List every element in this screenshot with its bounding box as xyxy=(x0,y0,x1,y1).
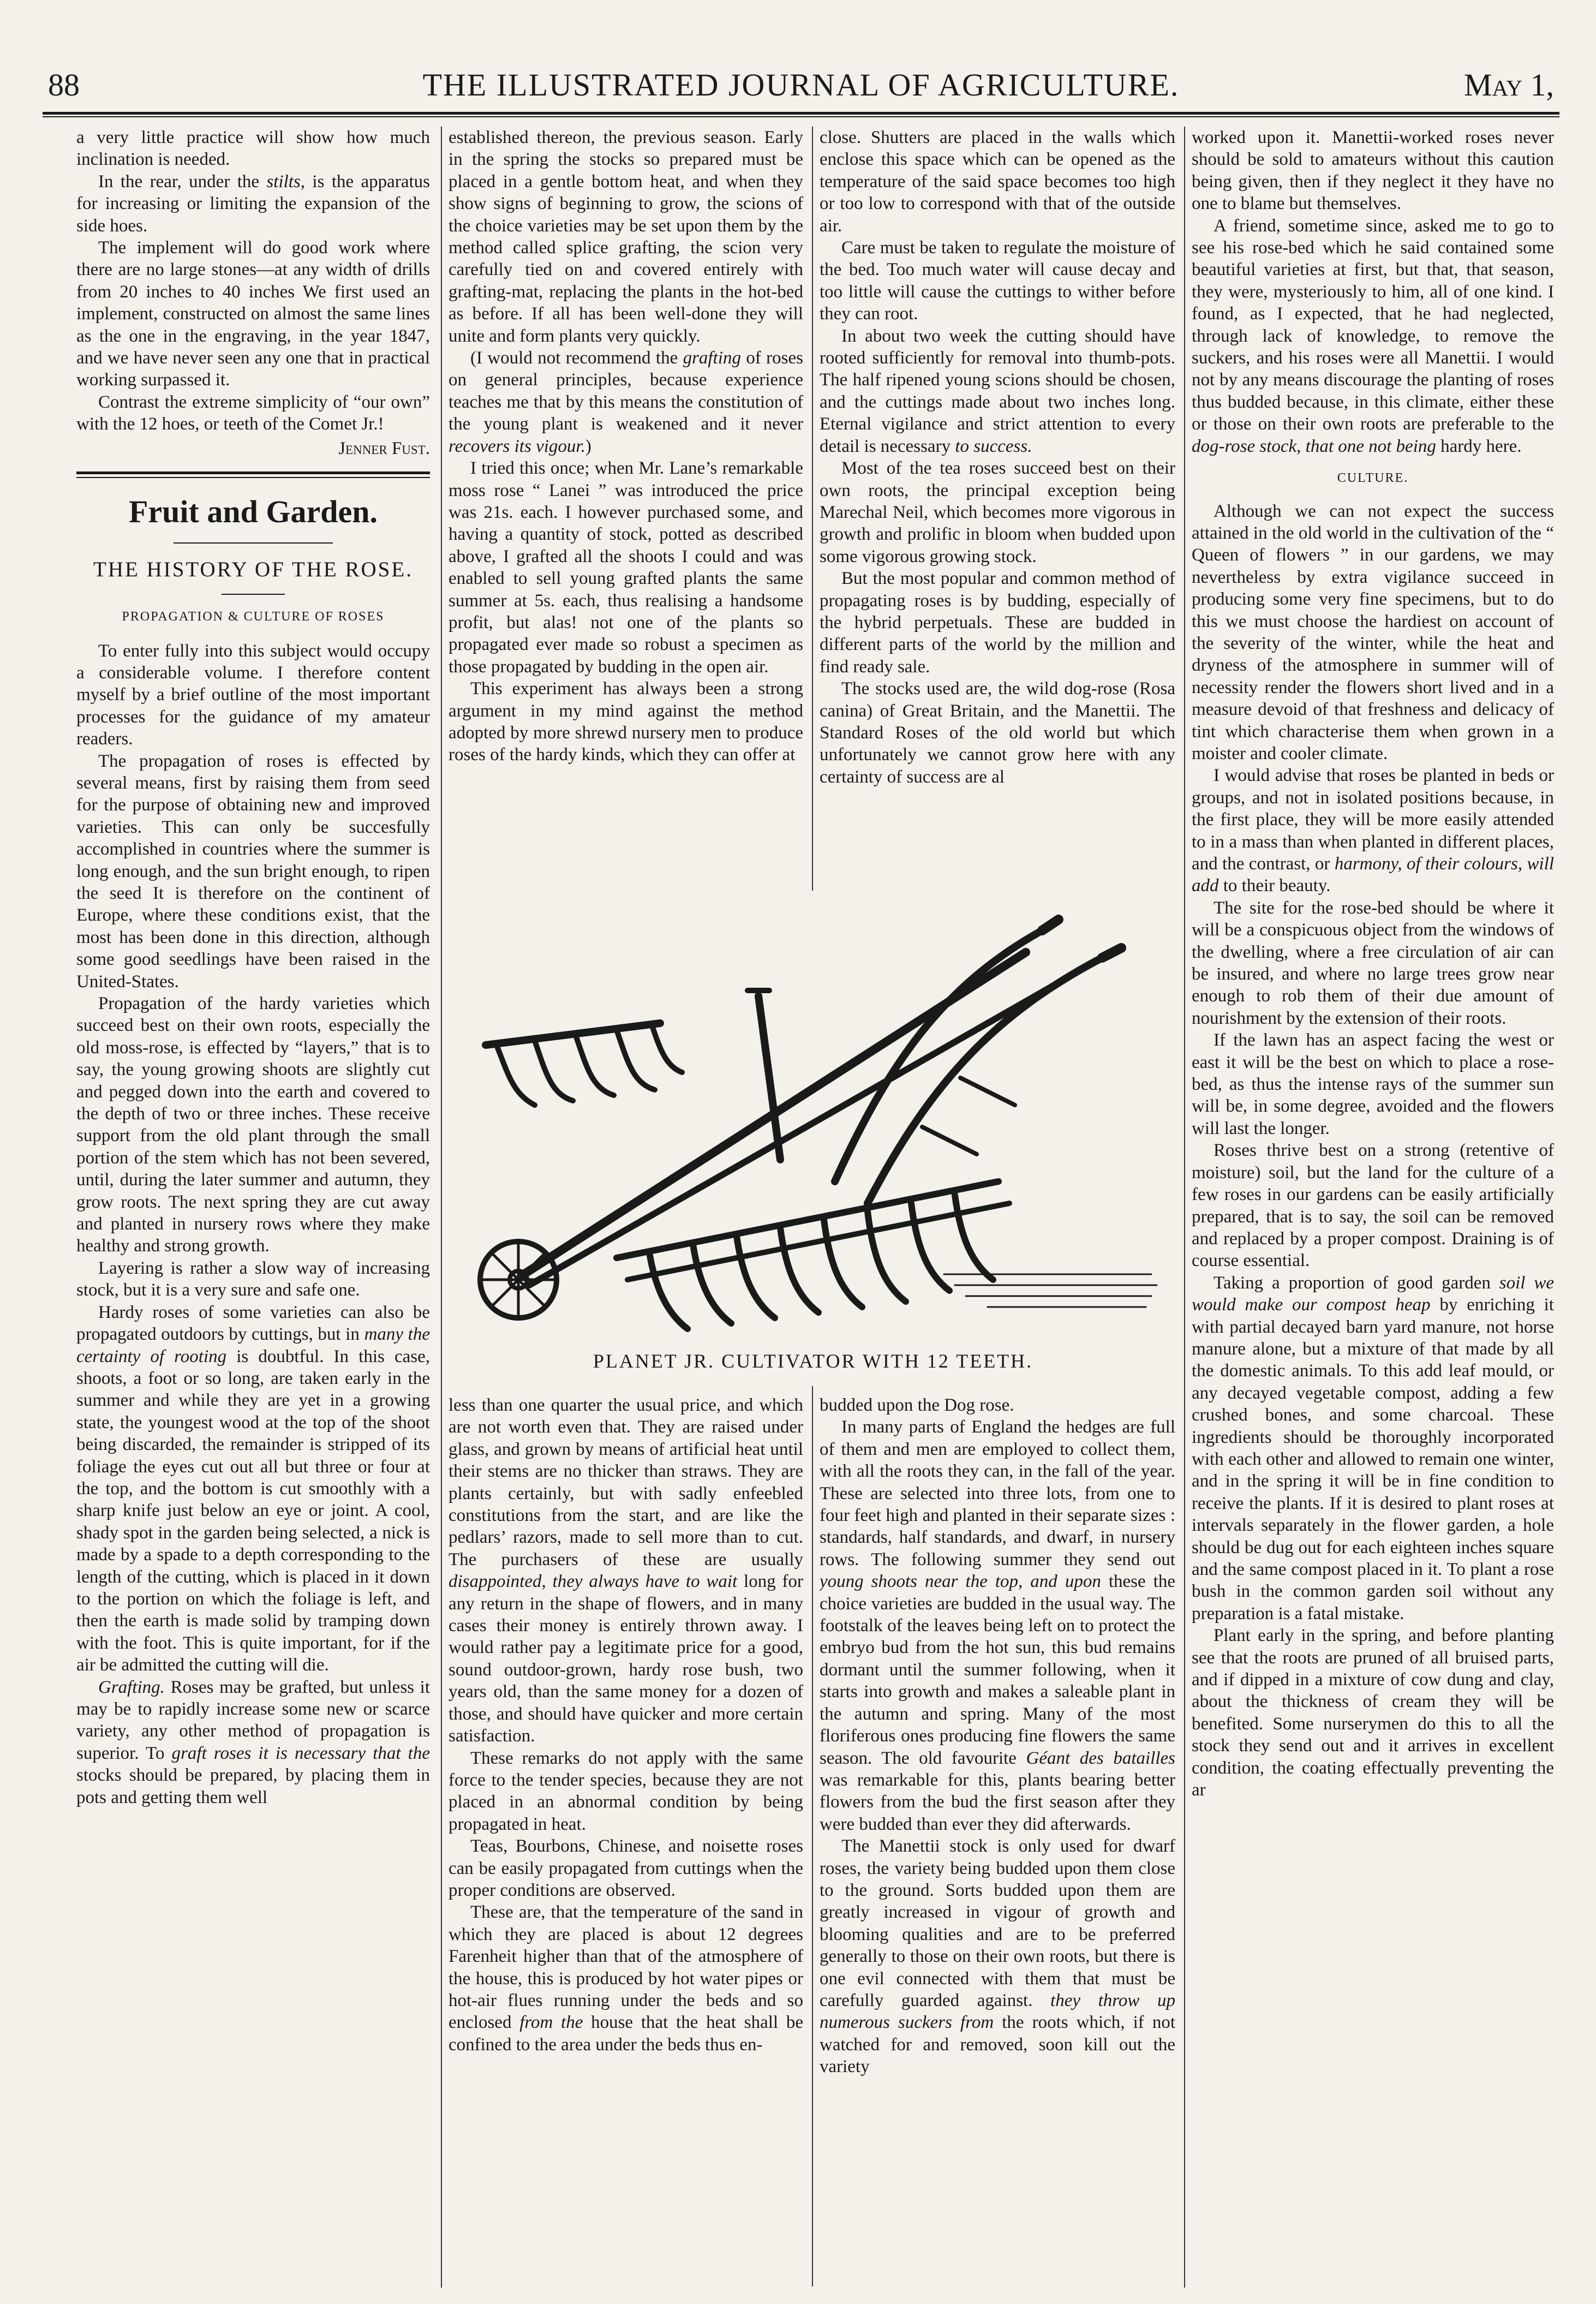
paragraph: The site for the rose-bed should be where it will be a conspicuous object from the windows of the dwelling, where a free circulation of air can be insured, and where no large trees grow near enough to rob them of their due amount of nourishment by the extension of their roots. xyxy=(1192,898,1554,1028)
column-3-top xyxy=(820,127,1175,891)
paragraph: I tried this once; when Mr. Lane’s remarkable moss rose “ Lanei ” was introduced the price was 21s. each. I however purchased some, and having a quantity of stock, potted as described above, I grafted all the shoots I could and was enabled to sell young grafted plants the same summer at 5s. each, thus realising a handsome profit, but alas! not one of the plants so propagated ever made so robust a specimen as those propagated by budding in the open air. xyxy=(449,458,803,677)
paragraph: The stocks used are, the wild dog-rose (Rosa canina) of Great Britain, and the Manettii. The Standard Roses of the old world but which unfortunately we cannot grow here with any certainty of success are al xyxy=(820,679,1175,787)
paragraph: Care must be taken to regulate the moisture of the bed. Too much water will cause decay and too little will cause the cuttings to wither before they can root. xyxy=(820,238,1175,324)
page-header xyxy=(43,60,1559,110)
paragraph: Plant early in the spring, and before planting see that the roots are pruned of all bruised parts, and if dipped in a mixture of cow dung and clay, about the thickness of cream they will be benefited. Some nurserymen do this to all the stock they send out and it arrives in excellent condition, the coating effectually preventing the ar xyxy=(1192,1626,1554,1800)
paragraph: In the rear, under the stilts, is the apparatus for increasing or limiting the expansion of the side hoes. xyxy=(76,171,430,236)
paragraph: To enter fully into this subject would occupy a considerable volume. I therefore content myself by a brief outline of the most important processes for the guidance of my amateur readers. xyxy=(76,641,430,749)
article-title: THE HISTORY OF THE ROSE. xyxy=(93,558,413,582)
paragraph: If the lawn has an aspect facing the west or east it will be the best on which to place a rose-bed, as thus the intense rays of the summer sun will be, in some degree, avoided and the flowers will last the longer. xyxy=(1192,1030,1554,1138)
section-heading: Fruit and Garden. xyxy=(129,494,378,530)
paragraph: Teas, Bourbons, Chinese, and noisette roses can be easily propagated from cuttings when the proper conditions are observed. xyxy=(449,1836,803,1900)
paragraph: The implement will do good work where there are no large stones—at any width of drills from 20 inches to 40 inches We first used an implement, constructed on almost the same lines as the one in the engraving, in the year 1847, and we have never seen any one that in practical working surpassed it. xyxy=(76,238,430,390)
paragraph: (I would not recommend the grafting of roses on general principles, because experience teaches me that by this means the constitution of the young plant is weakened and it never recovers its vigour.) xyxy=(449,348,803,456)
paragraph: worked upon it. Manettii-worked roses never should be sold to amateurs without this caution being given, then if they neglect it they have no one to blame but themselves. xyxy=(1192,128,1554,214)
issue-date: May 1, xyxy=(1463,67,1554,103)
cultivator-illustration xyxy=(453,898,1173,1389)
paragraph: These are, that the temperature of the sand in which they are placed is about 12 degrees Farenheit higher than that of the atmosphere of the house, this is produced by hot water pipes or hot-air flues running under the beds and so enclosed from the house that the heat shall be confined to the area under the beds thus en- xyxy=(449,1902,803,2055)
column-1 xyxy=(76,127,430,2293)
paragraph: The propagation of roses is effected by several means, first by raising them from seed for the purpose of obtaining new and improved varieties. This can only be succesfully accomplished in countries where the summer is long enough, and the sun bright enough, to ripen the seed It is therefore on the continent of Europe, where these conditions exist, that the most has been done in this direction, although some good seedlings have been raised in the United-States. xyxy=(76,751,430,992)
paragraph: Hardy roses of some varieties can also be propagated outdoors by cuttings, but in many the certainty of rooting is doubtful. In this case, shoots, a foot or so long, are taken early in the summer and while they are yet in a growing state, the youngest wood at the top of the shoot being discarded, the remainder is stripped of its foliage the eyes cut out all but three or four at the top, and the bottom is cut smoothly with a sharp knife just below an eye or joint. A cool, shady spot in the garden being selected, a nick is made by a spade to a depth corresponding to the length of the cutting, which is placed in it down to the portion on which the foliage is left, and then the earth is made solid by tramping down with the foot. This is quite important, for if the air be admitted the cutting will die. xyxy=(76,1302,430,1675)
paragraph: Layering is rather a slow way of increasing stock, but it is a very sure and safe one. xyxy=(76,1258,430,1300)
culture-subheading: CULTURE. xyxy=(1337,471,1409,486)
paragraph: I would advise that roses be planted in beds or groups, and not in isolated positions because, in the first place, they will be more easily attended to in a mass than when planted in different places, and the contrast, or harmony, of their colours, will add to their beauty. xyxy=(1192,766,1554,896)
paragraph: But the most popular and common method of propagating roses is by budding, especially of the hybrid perpetuals. These are budded in different parts of the world by the million and find ready sale. xyxy=(820,569,1175,677)
paragraph: Roses thrive best on a strong (retentive of moisture) soil, but the land for the culture of a few roses in our gardens can be easily artificially prepared, that is to say, the soil can be removed and replaced by a proper compost. Draining is of course essential. xyxy=(1192,1141,1554,1271)
section-rule xyxy=(76,471,430,478)
paragraph: A friend, sometime since, asked me to go to see his rose-bed which he said contained some beautiful varieties at first, but that, that season, they were, mysteriously to him, all of one kind. I found, as I expected, that he had neglected, through lack of knowledge, to remove the suckers, and his roses were all Manettii. I would not by any means discourage the planting of roses thus budded because, in this climate, either these or those on their own roots are preferable to the dog-rose stock, that one not being hardy here. xyxy=(1192,216,1554,456)
paragraph: This experiment has always been a strong argument in my mind against the method adopted by more shrewd nursery men to produce roses of the hardy kinds, which they can offer at xyxy=(449,679,803,765)
paragraph: Taking a proportion of good garden soil we would make our compost heap by enriching it with partial decayed barn yard manure, not horse manure alone, but a mixture of that made by all the domestic animals. To this add leaf mould, or any decayed vegetable compost, adding a few crushed bones, and some charcoal. These ingredients should be thoroughly incorporated with each other and allowed to remain one winter, and in the spring it will be in fine condition to receive the plants. If it is desired to plant roses at intervals separately in the flower garden, a hole should be dug out for each eighteen inches square and the same compost placed in it. To plant a rose bush in the common garden soil without any preparation is a fatal mistake. xyxy=(1192,1273,1554,1623)
article-subheading: PROPAGATION & CULTURE OF ROSES xyxy=(122,610,385,624)
paragraph: The Manettii stock is only used for dwarf roses, the variety being budded upon them close to the ground. Sorts budded upon them are greatly increased in vigour of growth and blooming qualities and are to be preferred generally to those on their own roots, but there is one evil connected with them that must be carefully guarded against. they throw up numerous suckers from the roots which, if not watched for and removed, soon kill out the variety xyxy=(820,1836,1175,2077)
column-rule-2-bottom xyxy=(812,1386,813,2287)
paragraph: a very little practice will show how much inclination is needed. xyxy=(76,128,430,170)
paragraph: Although we can not expect the success attained in the old world in the cultivation of the “ Queen of flowers ” in our gardens, we may nevertheless by extra vigilance succeed in producing some very fine specimens, but to do this we must choose the hardiest on account of the severity of the winter, while the heat and dryness of the atmosphere in summer will of necessity render the flowers short lived and in a measure devoid of that freshness and delicacy of tint which characterise them when grown in a moister and cooler climate. xyxy=(1192,501,1554,763)
figure-caption: PLANET JR. CULTIVATOR WITH 12 TEETH. xyxy=(593,1350,1033,1372)
column-2-top xyxy=(449,127,803,891)
journal-title: THE ILLUSTRATED JOURNAL OF AGRICULTURE. xyxy=(422,67,1180,103)
author-signature: Jenner Fust. xyxy=(338,438,430,458)
page-number: 88 xyxy=(48,67,80,103)
paragraph: Grafting. Roses may be grafted, but unless it may be to rapidly increase some new or scarce variety, any other method of propagation is superior. To graft roses it is necessary that the stocks should be prepared, by placing them in pots and getting them well xyxy=(76,1677,430,1807)
column-rule-3 xyxy=(1184,127,1185,2288)
column-rule-1 xyxy=(441,127,442,2288)
header-rule xyxy=(43,112,1559,115)
paragraph: budded upon the Dog rose. xyxy=(820,1395,1014,1415)
column-3-bottom xyxy=(820,1394,1175,2289)
paragraph: close. Shutters are placed in the walls which enclose this space which can be opened as the temperature of the said space becomes too high or too low to correspond with that of the outside air. xyxy=(820,128,1175,236)
header-rule-thin xyxy=(43,116,1559,117)
paragraph: These remarks do not apply with the same force to the tender species, because they are not placed in an abnormal condition by being propagated in heat. xyxy=(449,1748,803,1834)
column-rule-2-top xyxy=(812,127,813,891)
column-2-bottom xyxy=(449,1394,803,2289)
paragraph: In many parts of England the hedges are full of them and men are employed to collect them, with all the roots they can, in the fall of the year. These are selected into three lots, from one to four feet high and planted in their separate sizes : standards, half standards, and dwarf, in nursery rows. The following summer they send out young shoots near the top, and upon these the choice varieties are budded in the usual way. The footstalk of the leaves being left on to protect the embryo bud from the hot sun, this bud remains dormant until the summer following, when it starts into growth and makes a saleable plant in the autumn and spring. Many of the most floriferous ones producing fine flowers the same season. The old favourite Géant des batailles was remarkable for this, plants bearing better flowers from the bud the first season after they were budded than ever they did afterwards. xyxy=(820,1417,1175,1834)
cultivator-engraving-icon xyxy=(453,898,1173,1345)
column-4 xyxy=(1192,127,1554,2293)
paragraph: Propagation of the hardy varieties which succeed best on their own roots, especially the old moss-rose, is effected by “layers,” that is to say, the young growing shoots are slightly cut and pegged down into the earth and covered to the depth of two or three inches. These receive support from the old plant through the small portion of the stem which has not been severed, until, during the later summer and autumn, they grow roots. The next spring they are cut away and planted in nursery rows where they make healthy and strong growth. xyxy=(76,994,430,1256)
paragraph: In about two week the cutting should have rooted sufficiently for removal into thumb-pots. The half ripened young scions should be chosen, and the cuttings made about two inches long. Eternal vigilance and strict attention to every detail is necessary to success. xyxy=(820,326,1175,456)
paragraph: Contrast the extreme simplicity of “our own” with the 12 hoes, or teeth of the Comet Jr.! xyxy=(76,392,430,434)
paragraph: less than one quarter the usual price, and which are not worth even that. They are raised under glass, and grown by means of artificial heat until their stems are no thicker than straws. They are plants certainly, but with sadly enfeebled constitutions from the start, and are like the pedlars’ razors, made to sell more than to cut. The purchasers of these are usually disappointed, they always have to wait long for any return in the shape of flowers, and in many cases their money is entirely thrown away. I would rather pay a legitimate price for a good, sound outdoor-grown, hardy rose bush, two years old, than the same money for a dozen of those, and should have quicker and more certain satisfaction. xyxy=(449,1395,803,1746)
divider xyxy=(174,542,333,544)
paragraph: Most of the tea roses succeed best on their own roots, the principal exception being Marechal Neil, which becomes more vigorous in growth and prolific in bloom when budded upon some vigorous growing stock. xyxy=(820,458,1175,566)
divider xyxy=(222,594,285,595)
paragraph: established thereon, the previous season. Early in the spring the stocks so prepared must be placed in a gentle bottom heat, and when they show signs of beginning to grow, the scions of the choice varieties may be set upon them by the method called splice grafting, the scion very carefully tied on and covered entirely with grafting-mat, replacing the plants in the hot-bed as before. If all has been well-done they will unite and form plants very quickly. xyxy=(449,128,803,346)
